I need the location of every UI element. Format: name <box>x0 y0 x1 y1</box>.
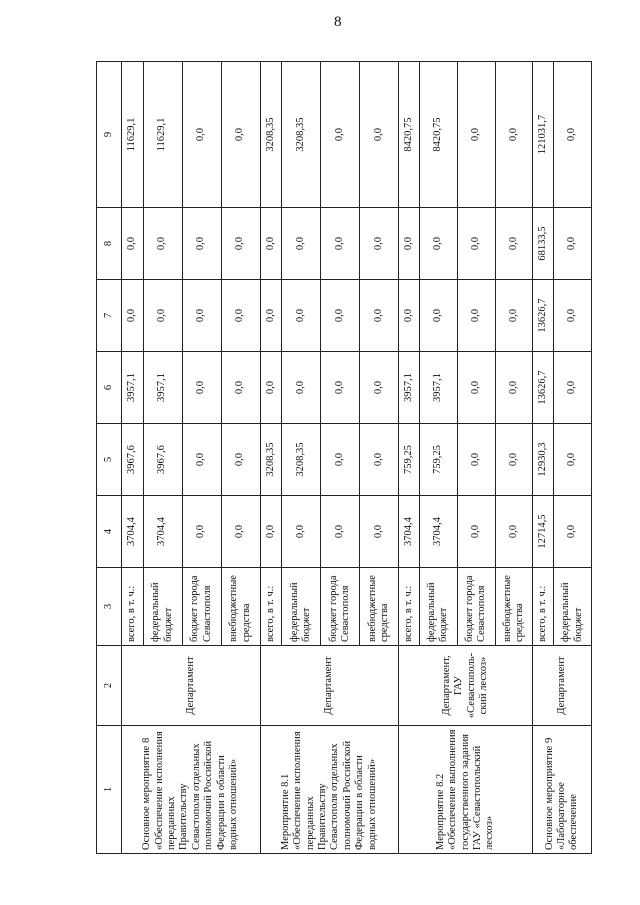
activity-name: Мероприятие 8.1 «Обеспечение исполнения переданных Правительству Севастополя отдельных полномочий Российской Федерации в области водных отношений» <box>260 726 399 854</box>
value-cell: 759,25 <box>420 424 458 496</box>
value-cell: 0,0 <box>420 208 458 280</box>
value-cell: 0,0 <box>554 424 592 496</box>
value-cell: 0,0 <box>457 496 495 568</box>
value-cell: 0,0 <box>260 280 282 352</box>
value-cell: 0,0 <box>360 352 399 424</box>
value-cell: 0,0 <box>321 62 360 208</box>
value-cell: 0,0 <box>457 280 495 352</box>
value-cell: 68133,5 <box>533 208 554 280</box>
funding-source: всего, в т. ч.: <box>533 568 554 646</box>
value-cell: 3957,1 <box>420 352 458 424</box>
value-cell: 0,0 <box>260 496 282 568</box>
value-cell: 0,0 <box>282 208 321 280</box>
executor: Департамент <box>533 646 592 726</box>
column-number-4: 4 <box>97 496 122 568</box>
funding-source: бюджет города Севастополя <box>182 568 221 646</box>
value-cell: 0,0 <box>495 62 533 208</box>
column-number-1: 1 <box>97 726 122 854</box>
value-cell: 3704,4 <box>420 496 458 568</box>
value-cell: 0,0 <box>221 208 260 280</box>
value-cell: 0,0 <box>321 424 360 496</box>
value-cell: 0,0 <box>282 280 321 352</box>
funding-source: всего, в т. ч.: <box>260 568 282 646</box>
value-cell: 0,0 <box>221 496 260 568</box>
value-cell: 0,0 <box>554 280 592 352</box>
value-cell: 0,0 <box>457 208 495 280</box>
value-cell: 0,0 <box>122 208 144 280</box>
value-cell: 0,0 <box>360 280 399 352</box>
funding-source: всего, в т. ч.: <box>122 568 144 646</box>
value-cell: 0,0 <box>122 280 144 352</box>
value-cell: 0,0 <box>360 496 399 568</box>
value-cell: 3704,4 <box>143 496 182 568</box>
value-cell: 0,0 <box>457 352 495 424</box>
value-cell: 13626,7 <box>533 280 554 352</box>
table-row <box>122 62 144 854</box>
header-row <box>97 62 122 854</box>
value-cell: 0,0 <box>221 352 260 424</box>
value-cell: 0,0 <box>399 208 420 280</box>
funding-source: федеральный бюджет <box>282 568 321 646</box>
value-cell: 0,0 <box>420 280 458 352</box>
value-cell: 12930,3 <box>533 424 554 496</box>
value-cell: 0,0 <box>321 208 360 280</box>
value-cell: 13626,7 <box>533 352 554 424</box>
funding-source: федеральный бюджет <box>420 568 458 646</box>
value-cell: 0,0 <box>554 62 592 208</box>
value-cell: 3967,6 <box>122 424 144 496</box>
value-cell: 121031,7 <box>533 62 554 208</box>
table-row <box>260 62 282 854</box>
value-cell: 0,0 <box>182 424 221 496</box>
column-number-3: 3 <box>97 568 122 646</box>
value-cell: 0,0 <box>182 62 221 208</box>
value-cell: 0,0 <box>260 352 282 424</box>
executor: Департамент <box>122 646 261 726</box>
value-cell: 3957,1 <box>399 352 420 424</box>
executor: Департамент, ГАУ «Севастополь-ский лесхоз» <box>399 646 533 726</box>
value-cell: 0,0 <box>260 208 282 280</box>
value-cell: 0,0 <box>182 352 221 424</box>
column-number-2: 2 <box>97 646 122 726</box>
budget-table <box>96 61 592 854</box>
page-number: 8 <box>334 14 342 30</box>
funding-source: федеральный бюджет <box>554 568 592 646</box>
value-cell: 11629,1 <box>122 62 144 208</box>
value-cell: 0,0 <box>495 352 533 424</box>
funding-source: бюджет города Севастополя <box>321 568 360 646</box>
value-cell: 8420,75 <box>420 62 458 208</box>
funding-source: внебюджетные средства <box>221 568 260 646</box>
value-cell: 11629,1 <box>143 62 182 208</box>
activity-name: Основное мероприятие 8 «Обеспечение исполнения переданных Правительству Севастополя отдельных полномочий Российской Федерации в области водных отношений» <box>122 726 261 854</box>
value-cell: 0,0 <box>321 496 360 568</box>
value-cell: 3208,35 <box>260 424 282 496</box>
activity-name: Основное мероприятие 9 «Лабораторное обеспечение <box>533 726 592 854</box>
column-number-6: 6 <box>97 352 122 424</box>
activity-name: Мероприятие 8.2 «Обеспечение выполнения государственного задания ГАУ «Севастопольский лесхоз» <box>399 726 533 854</box>
funding-source: внебюджетные средства <box>360 568 399 646</box>
value-cell: 0,0 <box>321 280 360 352</box>
value-cell: 0,0 <box>360 208 399 280</box>
funding-source: федеральный бюджет <box>143 568 182 646</box>
table-row <box>533 62 554 854</box>
value-cell: 0,0 <box>321 352 360 424</box>
value-cell: 0,0 <box>143 208 182 280</box>
value-cell: 0,0 <box>143 280 182 352</box>
value-cell: 0,0 <box>554 352 592 424</box>
value-cell: 3704,4 <box>399 496 420 568</box>
value-cell: 0,0 <box>221 62 260 208</box>
value-cell: 0,0 <box>554 208 592 280</box>
value-cell: 0,0 <box>282 352 321 424</box>
column-number-9: 9 <box>97 62 122 208</box>
value-cell: 3957,1 <box>143 352 182 424</box>
value-cell: 8420,75 <box>399 62 420 208</box>
table-viewport <box>96 62 592 854</box>
value-cell: 0,0 <box>221 424 260 496</box>
value-cell: 3208,35 <box>282 424 321 496</box>
value-cell: 0,0 <box>182 280 221 352</box>
column-number-5: 5 <box>97 424 122 496</box>
value-cell: 759,25 <box>399 424 420 496</box>
value-cell: 0,0 <box>282 496 321 568</box>
value-cell: 3967,6 <box>143 424 182 496</box>
rotated-table-container <box>96 62 592 854</box>
value-cell: 0,0 <box>495 208 533 280</box>
column-number-7: 7 <box>97 280 122 352</box>
value-cell: 0,0 <box>399 280 420 352</box>
value-cell: 0,0 <box>182 208 221 280</box>
value-cell: 0,0 <box>360 424 399 496</box>
value-cell: 0,0 <box>182 496 221 568</box>
value-cell: 3208,35 <box>260 62 282 208</box>
value-cell: 0,0 <box>554 496 592 568</box>
value-cell: 0,0 <box>457 424 495 496</box>
funding-source: бюджет города Севастополя <box>457 568 495 646</box>
value-cell: 3704,4 <box>122 496 144 568</box>
column-number-8: 8 <box>97 208 122 280</box>
value-cell: 0,0 <box>495 280 533 352</box>
value-cell: 3957,1 <box>122 352 144 424</box>
value-cell: 0,0 <box>360 62 399 208</box>
value-cell: 0,0 <box>221 280 260 352</box>
value-cell: 0,0 <box>495 496 533 568</box>
executor: Департамент <box>260 646 399 726</box>
value-cell: 3208,35 <box>282 62 321 208</box>
table-row <box>399 62 420 854</box>
value-cell: 0,0 <box>457 62 495 208</box>
value-cell: 0,0 <box>495 424 533 496</box>
funding-source: всего, в т. ч.: <box>399 568 420 646</box>
funding-source: внебюджетные средства <box>495 568 533 646</box>
value-cell: 12714,5 <box>533 496 554 568</box>
